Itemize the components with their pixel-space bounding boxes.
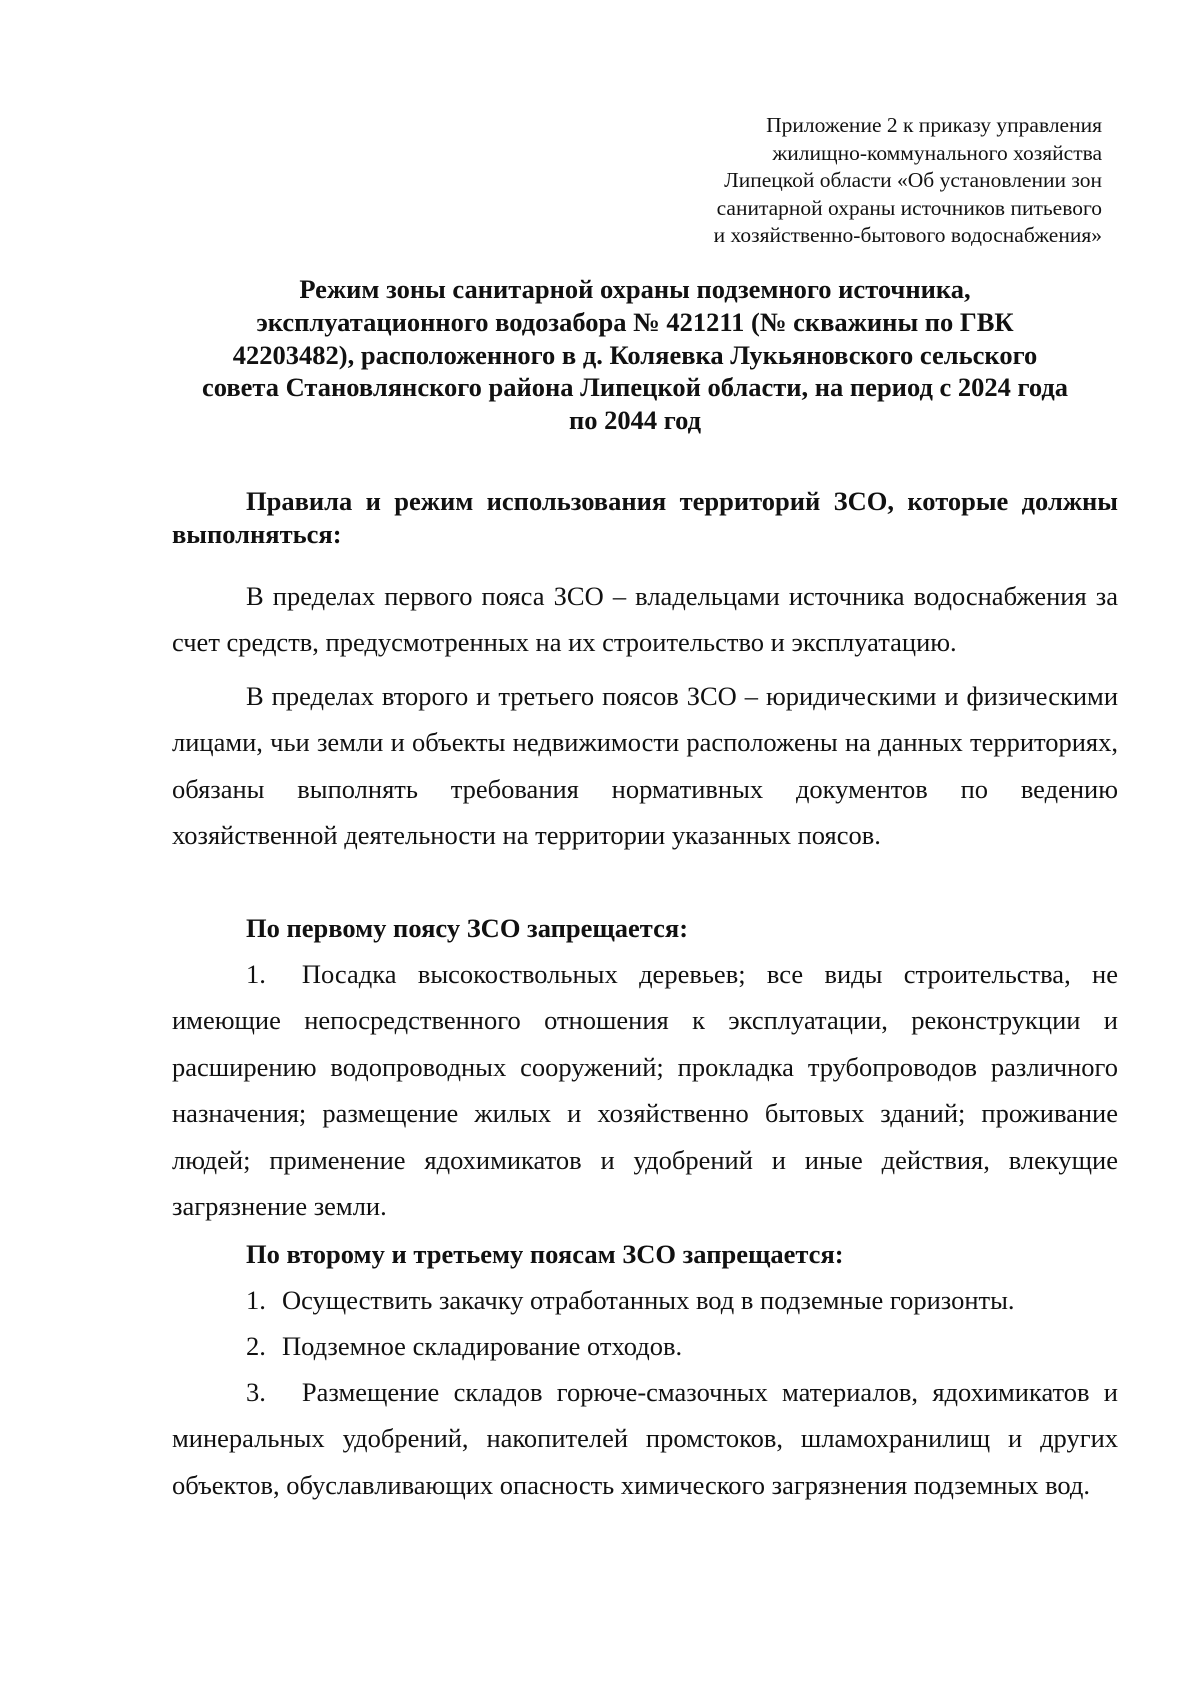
appendix-line: и хозяйственно-бытового водоснабжения» — [713, 223, 1102, 247]
item-text: Размещение складов горюче-смазочных материалов, ядохимикатов и минеральных удобрений, накопителей промстоков, шламохранилищ и других объектов, обуславливающих опасность химического загрязнения подземных вод. — [172, 1377, 1118, 1500]
document-title — [160, 273, 1110, 437]
item-number: 2. — [246, 1331, 266, 1361]
item-number: 1. — [246, 1285, 266, 1315]
item-text: Подземное складирование отходов. — [282, 1331, 683, 1361]
zone1-item-1 — [172, 951, 1118, 1229]
zone23-item-1 — [172, 1277, 1118, 1323]
title-line: совета Становлянского района Липецкой области, на период с 2024 года — [202, 372, 1068, 403]
appendix-line: жилищно-коммунального хозяйства — [772, 140, 1102, 165]
paragraph-first-zone-owners: В пределах первого пояса ЗСО – владельцами источника водоснабжения за счет средств, предусмотренных на их строительство и эксплуатацию. — [172, 581, 1118, 658]
title-line: по 2044 год — [568, 405, 702, 436]
paragraph-second-third-zones: В пределах второго и третьего поясов ЗСО – юридическими и физическими лицами, чьи земли и объекты недвижимости расположены на данных территориях, обязаны выполнять требования нормативных документов по ведению хозяйственной деятельности на территории указанных поясов. — [172, 681, 1118, 851]
zone23-heading: По второму и третьему поясам ЗСО запрещается: — [246, 1239, 844, 1269]
item-number: 3. — [246, 1377, 266, 1407]
appendix-line: Приложение 2 к приказу управления — [766, 113, 1102, 137]
appendix-note — [542, 112, 1102, 250]
title-line: Режим зоны санитарной охраны подземного источника, — [299, 274, 971, 304]
item-text: Осуществить закачку отработанных вод в подземные горизонты. — [282, 1285, 1015, 1315]
section-heading: Правила и режим использования территорий ЗСО, которые должны выполняться: — [172, 486, 1118, 549]
zone1-heading: По первому поясу ЗСО запрещается: — [246, 913, 689, 943]
appendix-line: Липецкой области «Об установлении зон — [724, 168, 1102, 192]
item-text: Посадка высокоствольных деревьев; все виды строительства, не имеющие непосредственного отношения к эксплуатации, реконструкции и расширению водопроводных сооружений; прокладка трубопроводов различного назначения; размещение жилых и хозяйственно бытовых зданий; проживание людей; применение ядохимикатов и удобрений и иные действия, влекущие загрязнение земли. — [172, 959, 1118, 1222]
title-line: 42203482), расположенного в д. Коляевка Лукьяновского сельского — [232, 339, 1038, 370]
item-number: 1. — [246, 959, 266, 989]
zone23-item-3 — [172, 1369, 1118, 1508]
appendix-line: санитарной охраны источников питьевого — [716, 195, 1102, 220]
title-line: эксплуатационного водозабора № 421211 (№ скважины по ГВК — [256, 306, 1014, 337]
zone23-item-2 — [172, 1323, 1118, 1369]
